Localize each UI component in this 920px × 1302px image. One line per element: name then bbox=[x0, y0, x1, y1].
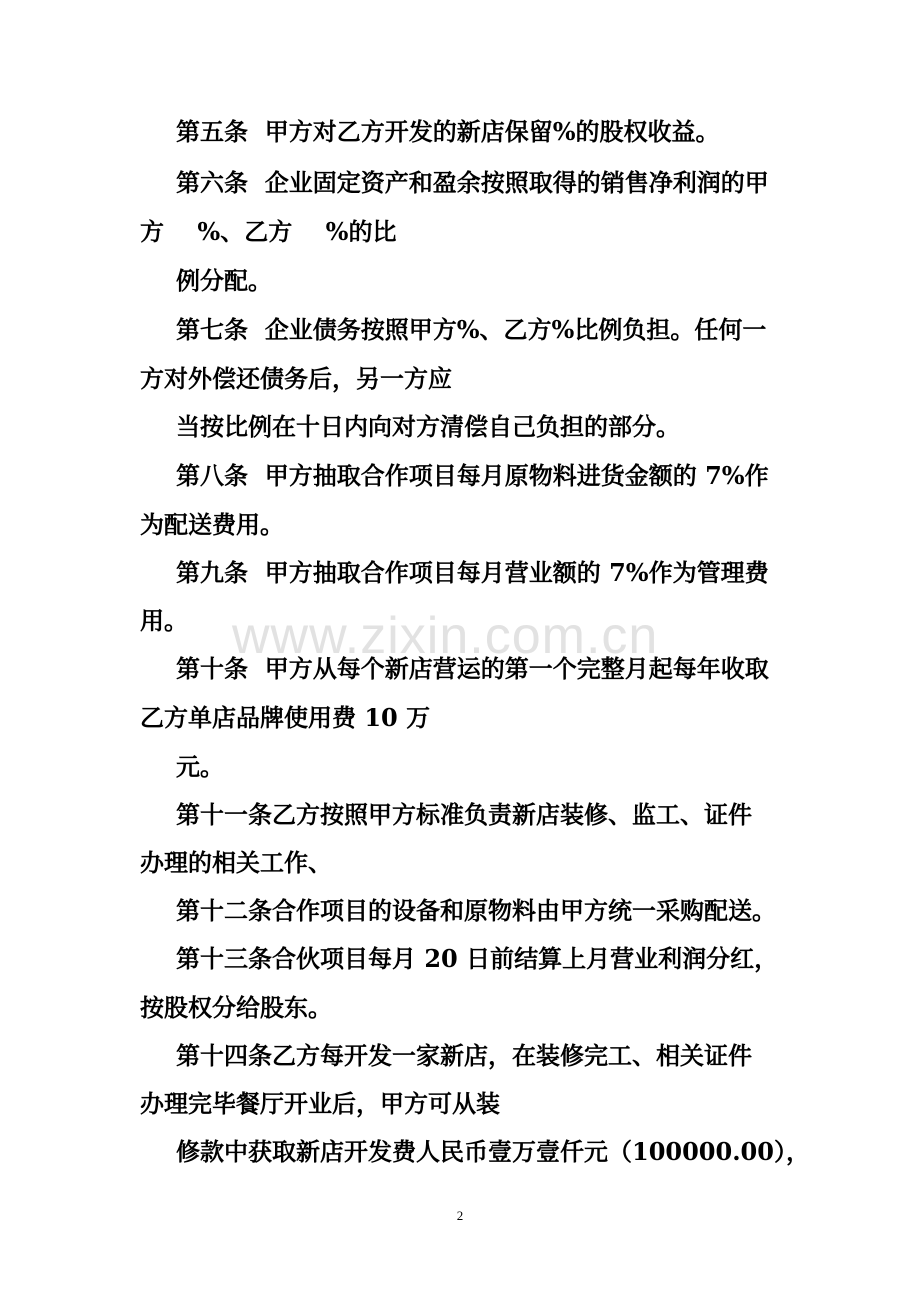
article-14-line-1: 第十四条乙方每开发一家新店，在装修完工、相关证件 bbox=[176, 1041, 752, 1070]
article-10-line-1: 第十条 甲方从每个新店营运的第一个完整月起每年收取 bbox=[176, 654, 769, 683]
article-14-line-3: 修款中获取新店开发费人民币壹万壹仟元（100000.00）， bbox=[176, 1137, 810, 1166]
article-14-line-2: 办理完毕餐厅开业后，甲方可从装 bbox=[140, 1089, 500, 1118]
article-5-line-1: 第五条 甲方对乙方开发的新店保留%的股权收益。 bbox=[176, 117, 720, 146]
article-13-line-2: 按股权分给股东。 bbox=[140, 993, 332, 1022]
article-6-line-2: 方 %、乙方 %的比 bbox=[140, 217, 397, 246]
article-7-line-3: 当按比例在十日内向对方清偿自己负担的部分。 bbox=[176, 412, 680, 441]
article-13-line-1: 第十三条合伙项目每月 20 日前结算上月营业利润分红， bbox=[176, 944, 779, 973]
article-9-line-2: 用。 bbox=[140, 606, 188, 635]
article-6-line-1: 第六条 企业固定资产和盈余按照取得的销售净利润的甲 bbox=[176, 168, 769, 197]
article-8-line-1: 第八条 甲方抽取合作项目每月原物料进货金额的 7%作 bbox=[176, 461, 769, 490]
page-number: 2 bbox=[456, 1208, 464, 1223]
article-6-line-3: 例分配。 bbox=[176, 266, 272, 295]
article-9-line-1: 第九条 甲方抽取合作项目每月营业额的 7%作为管理费 bbox=[176, 558, 769, 587]
article-8-line-2: 为配送费用。 bbox=[140, 510, 284, 539]
article-7-line-2: 方对外偿还债务后，另一方应 bbox=[140, 364, 452, 393]
article-11-line-2: 办理的相关工作、 bbox=[140, 848, 332, 877]
article-10-line-2: 乙方单店品牌使用费 10 万 bbox=[140, 703, 431, 732]
article-11-line-1: 第十一条乙方按照甲方标准负责新店装修、监工、证件 bbox=[176, 800, 752, 829]
watermark: www.zixin.com.cn bbox=[232, 607, 659, 665]
article-12-line-1: 第十二条合作项目的设备和原物料由甲方统一采购配送。 bbox=[176, 896, 776, 925]
article-7-line-1: 第七条 企业债务按照甲方%、乙方%比例负担。任何一 bbox=[176, 315, 767, 344]
article-10-line-3: 元。 bbox=[176, 752, 224, 781]
